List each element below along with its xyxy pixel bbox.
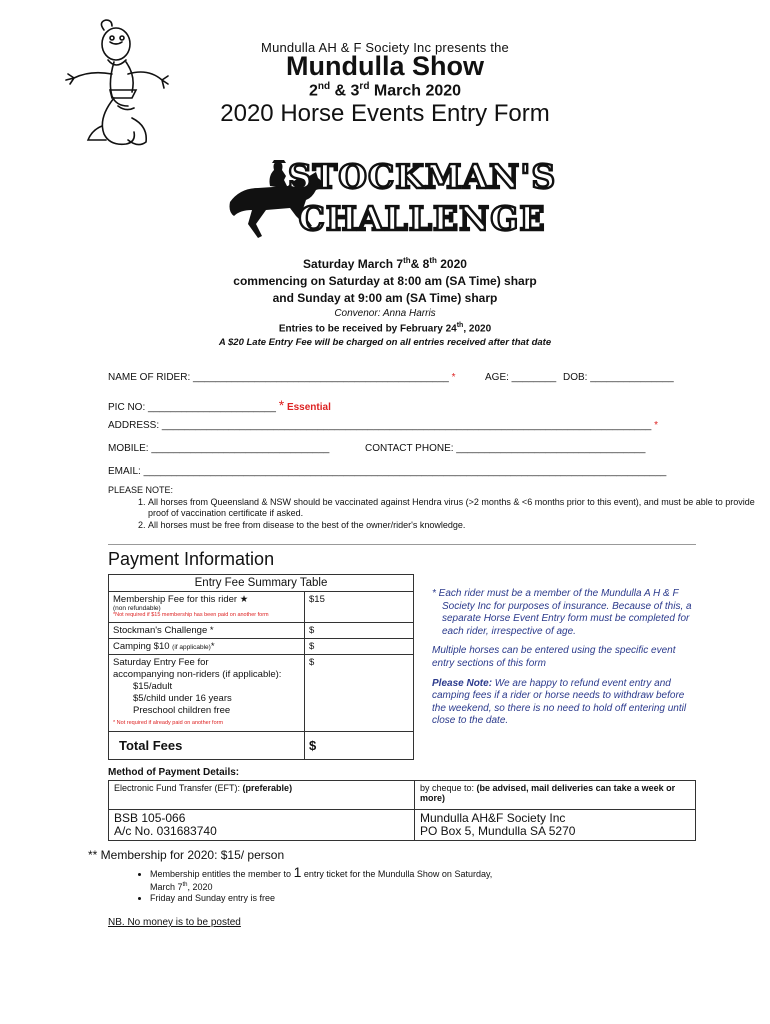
- show-name: Mundulla Show: [286, 51, 484, 81]
- postal-address: Mundulla AH&F Society Inc PO Box 5, Mundulla SA 5270: [415, 810, 696, 841]
- benefit-item: • Friday and Sunday entry is free: [150, 893, 492, 904]
- star-icon: ★: [239, 594, 249, 605]
- required-asterisk: *: [278, 397, 285, 413]
- membership-row: Membership Fee for this rider ★ (non refundable) *Not required if $15 membership has been paid on another form $15: [109, 592, 414, 623]
- late-fee-notice: A $20 Late Entry Fee will be charged on all entries received after that date: [218, 337, 552, 348]
- required-asterisk: *: [654, 420, 659, 431]
- side-note-refund: Please Note: We are happy to refund event entry and camping fees if a rider or horse needs to withdraw before the weekend, so there is no need to hold off entering until close to the date.: [432, 677, 687, 727]
- essential-label: Essential: [286, 402, 331, 413]
- schedule-sunday: and Sunday at 9:00 am (SA Time) sharp: [272, 291, 498, 305]
- side-note-multiple-horses: Multiple horses can be entered using the specific event entry sections of this form: [432, 645, 676, 669]
- banner-line2: CHALLENGE: [298, 199, 546, 238]
- please-note: [108, 485, 770, 531]
- no-money-posted-note: NB. No money is to be posted: [108, 917, 241, 928]
- dob-field[interactable]: DOB: _______________: [563, 372, 674, 383]
- entry-fee-table: [108, 574, 414, 760]
- fee-table-title: Entry Fee Summary Table: [109, 575, 414, 592]
- total-fees-amount: $: [305, 732, 414, 760]
- membership-benefits: [128, 864, 493, 904]
- entry-deadline: Entries to be received by February 24th, 2020: [278, 322, 492, 335]
- bank-account-details: BSB 105-066 A/c No. 031683740: [109, 810, 415, 841]
- email-field[interactable]: EMAIL: ______________________________________________________________________________________________: [108, 466, 667, 477]
- camping-row: Camping $10 (if applicable)* $: [109, 639, 414, 655]
- pic-number-field[interactable]: PIC NO: _______________________ * Essential: [108, 397, 331, 413]
- cheque-label: by cheque to: (be advised, mail deliveries can take a week or more): [415, 781, 696, 810]
- stockmans-challenge-banner: [287, 152, 557, 242]
- payment-method-heading: Method of Payment Details:: [108, 767, 240, 778]
- payment-method-table: [108, 780, 696, 841]
- total-row: [109, 732, 414, 760]
- membership-amount: $15: [305, 592, 414, 623]
- presents-line: Mundulla AH & F Society Inc presents the: [261, 40, 509, 55]
- benefit-item: • Membership entitles the member to 1 entry ticket for the Mundulla Show on Saturday, March 7th, 2020: [150, 867, 492, 893]
- form-title: 2020 Horse Events Entry Form: [220, 100, 550, 127]
- eft-label: Electronic Fund Transfer (EFT): (preferable): [109, 781, 415, 810]
- stockman-row: Stockman's Challenge * $: [109, 623, 414, 639]
- saturday-entry-row: Saturday Entry Fee for accompanying non-riders (if applicable): $15/adult $5/child under 16 years Preschool children free * Not required if already paid on another form $: [109, 655, 414, 732]
- rider-name-field[interactable]: NAME OF RIDER: ______________________________________________ *: [108, 372, 456, 383]
- membership-fee-line: ** Membership for 2020: $15/ person: [88, 848, 285, 862]
- contact-phone-field[interactable]: CONTACT PHONE: __________________________________: [365, 443, 646, 454]
- schedule-saturday: commencing on Saturday at 8:00 am (SA Time) sharp: [233, 274, 537, 288]
- note-item: 1. All horses from Queensland & NSW should be vaccinated against Hendra virus (>2 months & <6 months prior to this event), and must be able to provide proof of vaccination certificate if asked.: [148, 497, 770, 520]
- membership-side-notes: [432, 588, 694, 728]
- notes-title: PLEASE NOTE:: [108, 485, 174, 495]
- schedule-dates: Saturday March 7th& 8th 2020: [303, 256, 467, 271]
- convenor: Convenor: Anna Harris: [334, 308, 436, 319]
- banner-line1: STOCKMAN'S: [287, 157, 557, 196]
- age-field[interactable]: AGE: ________: [485, 372, 557, 383]
- total-fees-label: Total Fees: [109, 732, 305, 760]
- address-field[interactable]: ADDRESS: ________________________________________________________________________________________ *: [108, 420, 659, 431]
- camping-amount: $: [305, 639, 414, 655]
- saturday-entry-amount: $: [305, 655, 414, 732]
- payment-heading: Payment Information: [108, 549, 275, 569]
- side-note-membership: * Each rider must be a member of the Mundulla A H & F Society Inc for purposes of insurance. Because of this, a separate Horse Event Entry form must be completed for each rider, irrespective of age.: [432, 588, 692, 637]
- section-divider: [108, 544, 696, 545]
- stockman-amount: $: [305, 623, 414, 639]
- required-asterisk: *: [451, 372, 456, 383]
- event-schedule: [0, 252, 770, 307]
- mobile-field[interactable]: MOBILE: ________________________________: [108, 443, 330, 454]
- show-dates: 2nd & 3rd March 2020: [308, 81, 462, 100]
- note-item: 2. All horses must be free from disease to the best of the owner/rider's knowledge.: [148, 520, 770, 532]
